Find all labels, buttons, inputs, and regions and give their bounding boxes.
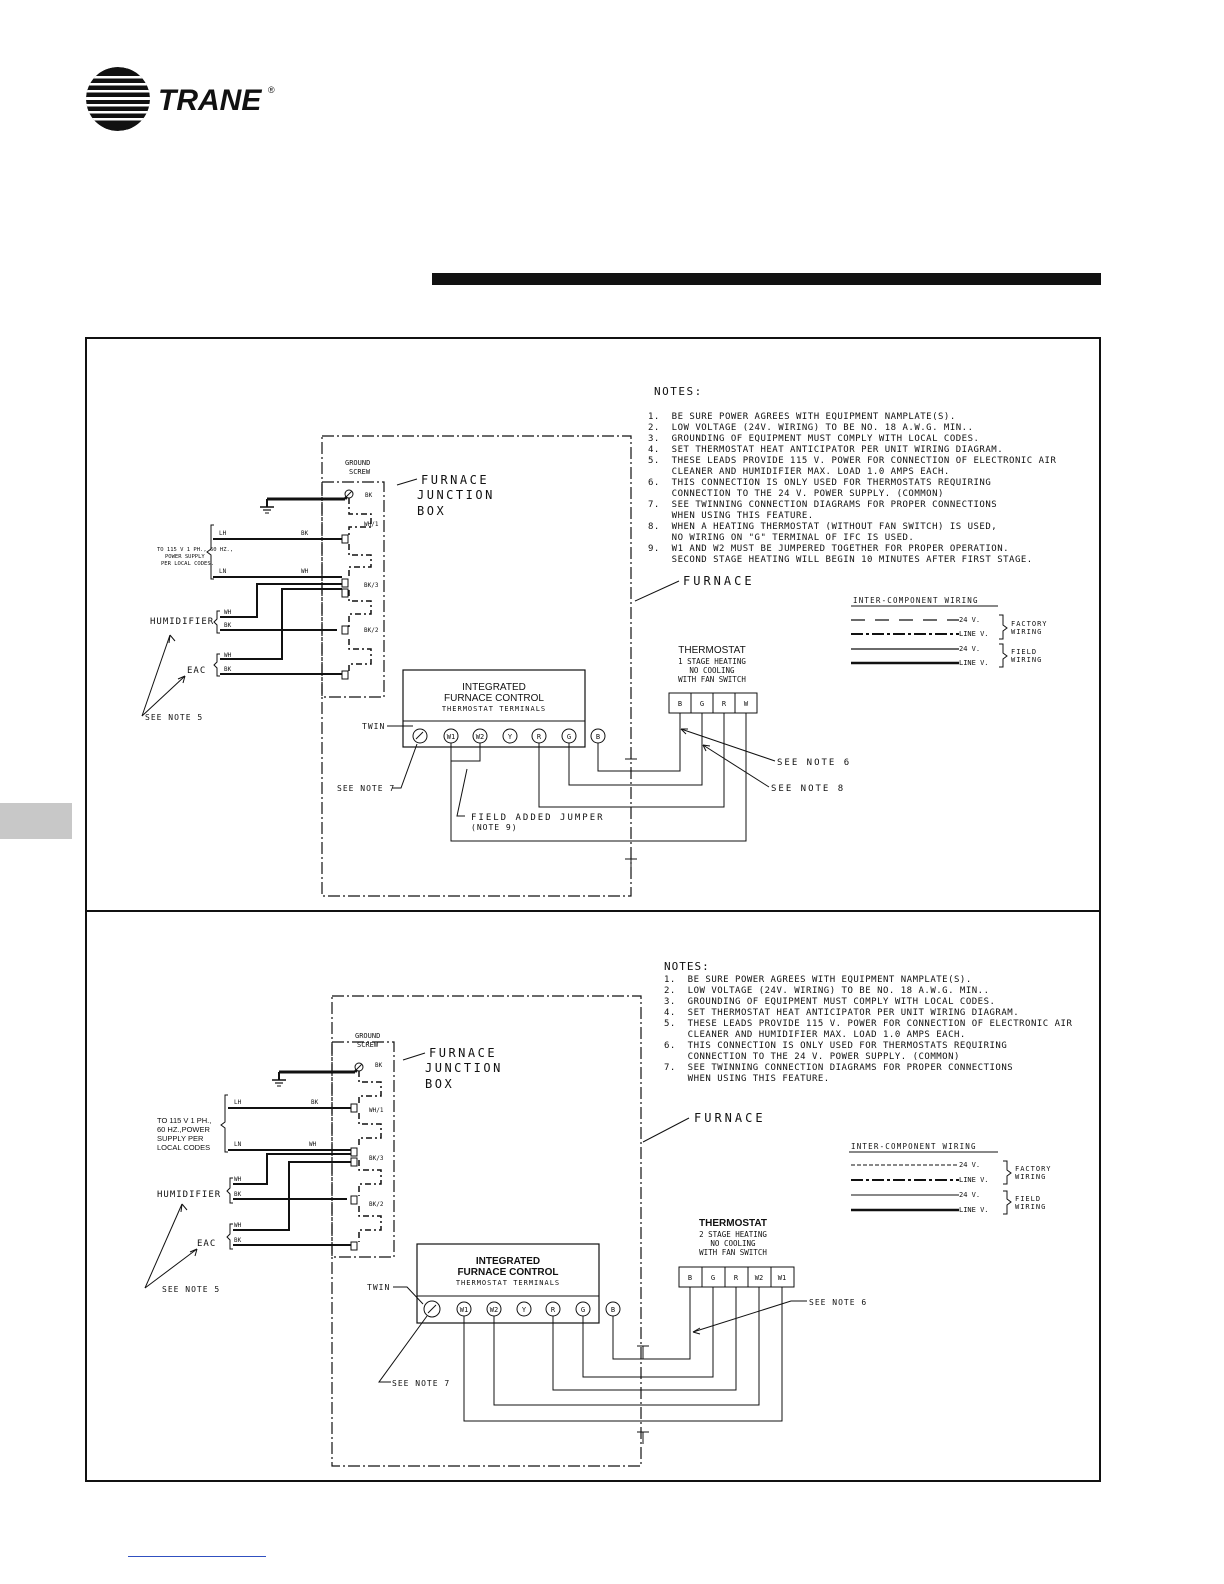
ground-screw-label: GROUND: [355, 1032, 381, 1040]
svg-text:BK: BK: [224, 622, 232, 629]
svg-text:BK: BK: [311, 1099, 319, 1106]
svg-text:BK: BK: [224, 666, 232, 673]
wiring-legend: [849, 1142, 1052, 1214]
header-rule: [432, 273, 1101, 285]
notes-title: NOTES:: [664, 960, 710, 973]
svg-text:WITH FAN SWITCH: WITH FAN SWITCH: [699, 1248, 767, 1257]
logo-stripe-mark: [86, 67, 150, 131]
furnace-label: FURNACE: [683, 574, 755, 588]
svg-text:G: G: [566, 733, 572, 741]
svg-text:LH: LH: [219, 530, 227, 537]
furnace-label: FURNACE: [694, 1111, 766, 1125]
see-note-6-label: SEE NOTE 6: [777, 758, 852, 768]
power-supply-label: TO 115 V 1 PH., 60 HZ.,: [157, 547, 234, 553]
see-note-5-leaders: [142, 635, 185, 716]
note-line: 6. THIS CONNECTION IS ONLY USED FOR THERMOSTATS REQUIRING: [648, 478, 992, 488]
svg-text:Y: Y: [507, 733, 513, 741]
svg-text:WIRING: WIRING: [1011, 656, 1043, 664]
svg-text:LINE V.: LINE V.: [959, 630, 989, 638]
note-line: 5. THESE LEADS PROVIDE 115 V. POWER FOR CONNECTION OF ELECTRONIC AIR: [664, 1019, 1073, 1029]
svg-text:R: R: [733, 1274, 739, 1282]
svg-text:INTER-COMPONENT WIRING: INTER-COMPONENT WIRING: [851, 1142, 977, 1151]
svg-text:FACTORY: FACTORY: [1015, 1165, 1052, 1173]
notes-title: NOTES:: [654, 385, 703, 398]
trane-logo: [86, 66, 286, 132]
terminal-blocks: [342, 535, 348, 679]
svg-text:W1: W1: [777, 1274, 787, 1282]
svg-text:24 V.: 24 V.: [959, 616, 981, 624]
ifc-title: FURNACE CONTROL: [457, 1267, 559, 1278]
terminal-blocks: [351, 1104, 357, 1250]
svg-text:R: R: [721, 700, 727, 708]
note-line: 5. THESE LEADS PROVIDE 115 V. POWER FOR CONNECTION OF ELECTRONIC AIR: [648, 456, 1057, 466]
note-line: 3. GROUNDING OF EQUIPMENT MUST COMPLY WITH LOCAL CODES.: [664, 997, 996, 1007]
thermostat-terminals: [669, 693, 757, 713]
note-line: 7. SEE TWINNING CONNECTION DIAGRAMS FOR PROPER CONNECTIONS: [664, 1063, 1014, 1073]
svg-text:BK/3: BK/3: [364, 582, 379, 589]
svg-text:R: R: [536, 733, 542, 741]
wiring-diagram-2-stage: [87, 912, 1099, 1480]
notes-block: [664, 960, 1072, 1084]
note-line: CONNECTION TO THE 24 V. POWER SUPPLY. (COMMON): [648, 489, 944, 499]
svg-text:B: B: [595, 733, 601, 741]
note-line: 8. WHEN A HEATING THERMOSTAT (WITHOUT FAN SWITCH) IS USED,: [648, 522, 998, 532]
power-supply-label: PER LOCAL CODES.: [161, 561, 214, 567]
ground-screw-label: SCREW: [349, 468, 371, 476]
see-note-7-label: SEE NOTE 7: [337, 784, 396, 793]
svg-text:FIELD: FIELD: [1011, 648, 1038, 656]
svg-text:INTER-COMPONENT WIRING: INTER-COMPONENT WIRING: [853, 596, 979, 605]
note-line: 1. BE SURE POWER AGREES WITH EQUIPMENT NAMPLATE(S).: [648, 412, 956, 422]
brand-name: TRANE: [158, 84, 262, 117]
svg-text:G: G: [699, 700, 705, 708]
svg-text:WH: WH: [224, 652, 232, 659]
see-note-6-label: SEE NOTE 6: [809, 1298, 868, 1307]
svg-text:(NOTE 9): (NOTE 9): [471, 823, 518, 832]
svg-text:R: R: [550, 1306, 556, 1314]
svg-text:BK: BK: [301, 530, 309, 537]
power-supply-label: POWER SUPPLY: [165, 554, 205, 560]
svg-text:BK: BK: [234, 1237, 242, 1244]
humidifier-label: HUMIDIFIER: [157, 1190, 222, 1200]
svg-text:24 V.: 24 V.: [959, 645, 981, 653]
svg-text:W2: W2: [754, 1274, 764, 1282]
see-note-8-label: SEE NOTE 8: [771, 784, 846, 794]
notes-block: [648, 385, 1056, 565]
svg-text:W1: W1: [459, 1306, 469, 1314]
section-tab: [0, 803, 72, 839]
svg-text:WH/1: WH/1: [364, 521, 379, 528]
svg-text:NO COOLING: NO COOLING: [689, 666, 735, 675]
svg-text:Y: Y: [521, 1306, 527, 1314]
svg-text:FIELD: FIELD: [1015, 1195, 1042, 1203]
see-note-7-label: SEE NOTE 7: [392, 1379, 451, 1388]
svg-text:WH: WH: [234, 1222, 242, 1229]
ifc-subtitle: THERMOSTAT TERMINALS: [441, 705, 547, 713]
junction-box-label: FURNACE: [429, 1046, 498, 1060]
svg-text:BK/2: BK/2: [364, 627, 379, 634]
thermostat-terminals: [679, 1267, 794, 1287]
ifc-subtitle: THERMOSTAT TERMINALS: [455, 1279, 561, 1287]
junction-box-label: BOX: [417, 504, 447, 518]
see-note-5-leaders: [145, 1204, 197, 1288]
svg-text:BK: BK: [234, 1191, 242, 1198]
junction-box-label: BOX: [425, 1077, 455, 1091]
note-line: 4. SET THERMOSTAT HEAT ANTICIPATOR PER UNIT WIRING DIAGRAM.: [664, 1008, 1020, 1018]
svg-text:WH: WH: [301, 568, 309, 575]
svg-text:LN: LN: [234, 1141, 242, 1148]
junction-box-label: JUNCTION: [425, 1061, 503, 1075]
note-line: 3. GROUNDING OF EQUIPMENT MUST COMPLY WITH LOCAL CODES.: [648, 434, 980, 444]
svg-text:WH: WH: [224, 609, 232, 616]
note-line: CONNECTION TO THE 24 V. POWER SUPPLY. (COMMON): [664, 1052, 960, 1062]
furnace-leader: [635, 581, 679, 601]
junction-box-label: JUNCTION: [417, 488, 495, 502]
svg-text:WH: WH: [309, 1141, 317, 1148]
ground-screw-label: GROUND: [345, 459, 371, 467]
see-note-5-label: SEE NOTE 5: [162, 1285, 221, 1294]
svg-text:B: B: [677, 700, 683, 708]
svg-text:LINE V.: LINE V.: [959, 659, 989, 667]
svg-text:LN: LN: [219, 568, 227, 575]
twin-label: TWIN: [367, 1283, 391, 1292]
registered-mark: ®: [268, 85, 275, 95]
svg-text:24 V.: 24 V.: [959, 1191, 981, 1199]
svg-text:W: W: [743, 700, 749, 708]
note-line: CLEANER AND HUMIDIFIER MAX. LOAD 1.0 AMPS EACH.: [664, 1030, 966, 1040]
power-supply-label: LOCAL CODES: [157, 1143, 211, 1152]
note-line: 9. W1 AND W2 MUST BE JUMPERED TOGETHER FOR PROPER OPERATION.: [648, 544, 1010, 554]
note-line: 2. LOW VOLTAGE (24V. WIRING) TO BE NO. 18 A.W.G. MIN..: [664, 986, 990, 996]
ifc-twin-terminal: [424, 1301, 440, 1317]
svg-text:B: B: [610, 1306, 616, 1314]
svg-text:B: B: [687, 1274, 693, 1282]
note-line: NO WIRING ON "G" TERMINAL OF IFC IS USED.: [648, 533, 915, 543]
ground-icon: [272, 1072, 355, 1086]
svg-text:NO COOLING: NO COOLING: [710, 1239, 756, 1248]
svg-text:1 STAGE HEATING: 1 STAGE HEATING: [678, 657, 746, 666]
ifc-twin-terminal: [413, 729, 427, 743]
junction-box-label: FURNACE: [421, 473, 490, 487]
svg-text:24 V.: 24 V.: [959, 1161, 981, 1169]
svg-text:LH: LH: [234, 1099, 242, 1106]
svg-text:WIRING: WIRING: [1015, 1173, 1047, 1181]
twin-label: TWIN: [362, 722, 386, 731]
note-line: SECOND STAGE HEATING WILL BEGIN 10 MINUTES AFTER FIRST STAGE.: [648, 555, 1033, 565]
svg-text:LINE V.: LINE V.: [959, 1176, 989, 1184]
note-line: CLEANER AND HUMIDIFIER MAX. LOAD 1.0 AMPS EACH.: [648, 467, 950, 477]
svg-text:2 STAGE HEATING: 2 STAGE HEATING: [699, 1230, 767, 1239]
svg-text:WIRING: WIRING: [1015, 1203, 1047, 1211]
thermostat-title: THERMOSTAT: [678, 645, 746, 656]
note-line: 7. SEE TWINNING CONNECTION DIAGRAMS FOR PROPER CONNECTIONS: [648, 500, 998, 510]
svg-text:BK: BK: [365, 492, 373, 499]
eac-label: EAC: [197, 1239, 217, 1249]
note-line: 2. LOW VOLTAGE (24V. WIRING) TO BE NO. 18 A.W.G. MIN..: [648, 423, 974, 433]
ground-screw-icon: [345, 490, 353, 499]
svg-text:W1: W1: [446, 733, 456, 741]
svg-text:FACTORY: FACTORY: [1011, 620, 1048, 628]
svg-text:BK/2: BK/2: [369, 1201, 384, 1208]
ground-screw-label: SCREW: [357, 1041, 379, 1049]
svg-text:WH/1: WH/1: [369, 1107, 384, 1114]
svg-text:WIRING: WIRING: [1011, 628, 1043, 636]
eac-label: EAC: [187, 666, 207, 676]
svg-text:BK: BK: [375, 1062, 383, 1069]
note-line: 1. BE SURE POWER AGREES WITH EQUIPMENT NAMPLATE(S).: [664, 975, 972, 985]
power-supply-label: 60 HZ.,POWER: [157, 1125, 210, 1134]
wiring-diagram-1-stage: [87, 339, 1099, 910]
svg-text:G: G: [580, 1306, 586, 1314]
svg-text:G: G: [710, 1274, 716, 1282]
ground-icon: [260, 499, 345, 513]
see-note-5-label: SEE NOTE 5: [145, 713, 204, 722]
thermostat-title: THERMOSTAT: [699, 1218, 767, 1229]
ifc-title: INTEGRATED: [462, 682, 526, 693]
ifc-title: INTEGRATED: [475, 1256, 541, 1267]
svg-text:WITH FAN SWITCH: WITH FAN SWITCH: [678, 675, 746, 684]
note-line: 6. THIS CONNECTION IS ONLY USED FOR THERMOSTATS REQUIRING: [664, 1041, 1008, 1051]
power-supply-label: SUPPLY PER: [157, 1134, 204, 1143]
humidifier-label: HUMIDIFIER: [150, 617, 215, 627]
svg-text:BK/3: BK/3: [369, 1155, 384, 1162]
note-line: WHEN USING THIS FEATURE.: [648, 511, 814, 521]
note-line: WHEN USING THIS FEATURE.: [664, 1074, 830, 1084]
power-supply-label: TO 115 V 1 PH.,: [157, 1116, 212, 1125]
svg-text:LINE V.: LINE V.: [959, 1206, 989, 1214]
svg-text:W2: W2: [489, 1306, 499, 1314]
wiring-legend: [851, 596, 1048, 667]
ground-screw-icon: [355, 1063, 363, 1072]
ifc-title: FURNACE CONTROL: [443, 693, 545, 704]
jumper-label: FIELD ADDED JUMPER: [471, 813, 605, 823]
svg-text:WH: WH: [234, 1176, 242, 1183]
footer-link-line: [128, 1556, 266, 1557]
note-line: 4. SET THERMOSTAT HEAT ANTICIPATOR PER UNIT WIRING DIAGRAM.: [648, 445, 1004, 455]
svg-text:W2: W2: [475, 733, 485, 741]
